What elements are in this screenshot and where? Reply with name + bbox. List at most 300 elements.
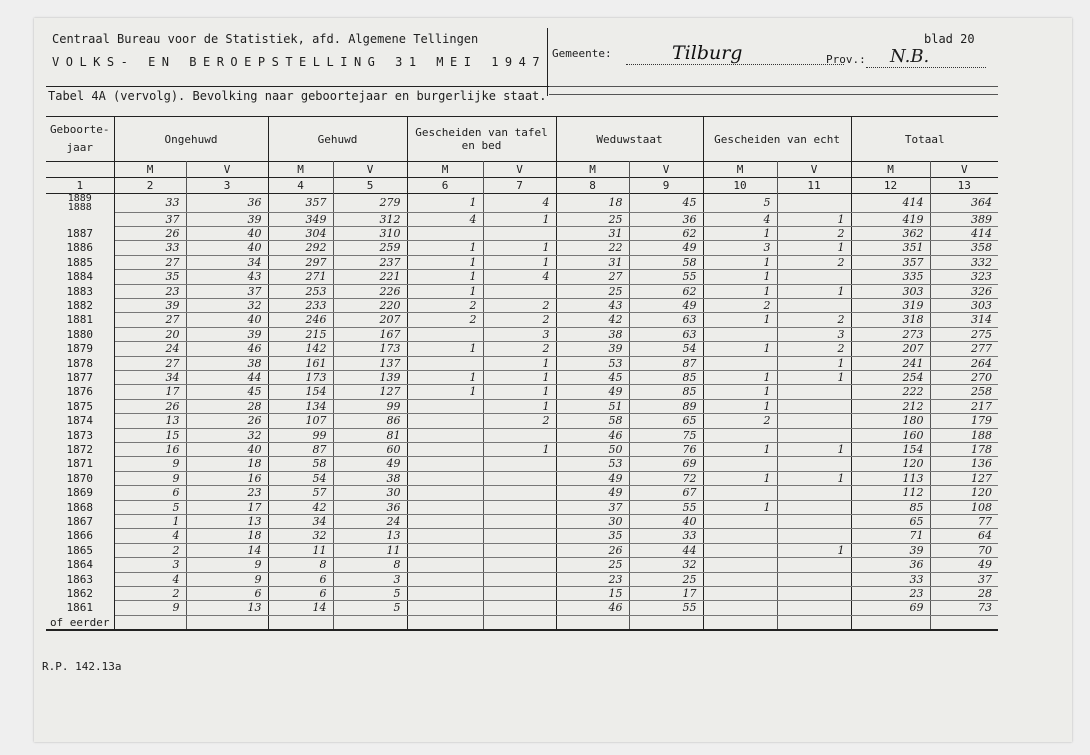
value-cell: 312 — [333, 212, 407, 226]
value-cell: 38 — [333, 471, 407, 485]
value-cell: 246 — [268, 313, 333, 327]
value-cell: 323 — [930, 270, 998, 284]
year-cell: 1877 — [46, 370, 114, 384]
value-cell: 137 — [333, 356, 407, 370]
page-number: blad 20 — [924, 32, 975, 46]
value-cell: 1 — [703, 399, 777, 413]
colnum: 4 — [268, 178, 333, 194]
value-cell: 6 — [114, 486, 186, 500]
mv-m: M — [851, 162, 930, 178]
group-header-row — [46, 117, 998, 162]
value-cell: 215 — [268, 327, 333, 341]
value-cell: 173 — [268, 370, 333, 384]
value-cell: 1 — [483, 356, 556, 370]
value-cell: 1 — [777, 370, 851, 384]
value-cell: 112 — [851, 486, 930, 500]
group-gescheiden-tafel: Gescheiden van tafel en bed — [407, 117, 556, 162]
value-cell: 120 — [851, 457, 930, 471]
value-cell: 28 — [186, 399, 268, 413]
value-cell: 99 — [268, 428, 333, 442]
value-cell: 39 — [186, 327, 268, 341]
value-cell: 89 — [629, 399, 703, 413]
value-cell: 326 — [930, 284, 998, 298]
value-cell: 22 — [556, 241, 629, 255]
value-cell: 15 — [556, 587, 629, 601]
value-cell: 1 — [114, 515, 186, 529]
value-cell: 2 — [777, 226, 851, 240]
value-cell: 207 — [851, 342, 930, 356]
year-cell: 1868 — [46, 500, 114, 514]
value-cell — [483, 284, 556, 298]
value-cell — [703, 457, 777, 471]
value-cell: 31 — [556, 226, 629, 240]
value-cell — [703, 543, 777, 557]
value-cell: 167 — [333, 327, 407, 341]
value-cell: 253 — [268, 284, 333, 298]
value-cell — [483, 515, 556, 529]
value-cell — [777, 515, 851, 529]
value-cell: 27 — [114, 255, 186, 269]
value-cell: 212 — [851, 399, 930, 413]
year-cell: 1869 — [46, 486, 114, 500]
value-cell — [777, 587, 851, 601]
value-cell — [483, 572, 556, 586]
year-cell: 1879 — [46, 342, 114, 356]
year-cell: 1882 — [46, 298, 114, 312]
value-cell: 62 — [629, 284, 703, 298]
mv-m: M — [556, 162, 629, 178]
value-cell: 1 — [407, 194, 483, 213]
group-gehuwd: Gehuwd — [268, 117, 407, 162]
value-cell — [333, 615, 407, 630]
value-cell — [777, 601, 851, 615]
colnum: 1 — [46, 178, 114, 194]
value-cell: 1 — [407, 270, 483, 284]
value-cell — [777, 457, 851, 471]
value-cell: 279 — [333, 194, 407, 213]
value-cell: 9 — [114, 457, 186, 471]
value-cell: 1 — [703, 226, 777, 240]
year-cell: 1870 — [46, 471, 114, 485]
value-cell: 32 — [186, 428, 268, 442]
value-cell: 85 — [629, 385, 703, 399]
value-cell: 37 — [186, 284, 268, 298]
value-cell: 16 — [114, 443, 186, 457]
value-cell: 127 — [930, 471, 998, 485]
colnum: 11 — [777, 178, 851, 194]
value-cell: 69 — [629, 457, 703, 471]
value-cell: 37 — [930, 572, 998, 586]
value-cell: 54 — [268, 471, 333, 485]
colnum: 2 — [114, 178, 186, 194]
value-cell: 154 — [851, 443, 930, 457]
value-cell: 1 — [407, 241, 483, 255]
value-cell: 9 — [114, 601, 186, 615]
header-rule-right-2 — [549, 94, 998, 95]
value-cell: 6 — [268, 572, 333, 586]
value-cell: 273 — [851, 327, 930, 341]
value-cell: 4 — [703, 212, 777, 226]
year-cell: 1862 — [46, 587, 114, 601]
value-cell — [777, 486, 851, 500]
header-rule-right — [549, 86, 998, 87]
table-row — [46, 298, 998, 312]
value-cell: 127 — [333, 385, 407, 399]
value-cell — [703, 529, 777, 543]
value-cell: 49 — [333, 457, 407, 471]
value-cell: 39 — [186, 212, 268, 226]
table-row — [46, 226, 998, 240]
value-cell: 60 — [333, 443, 407, 457]
table-row — [46, 558, 998, 572]
value-cell: 71 — [851, 529, 930, 543]
value-cell: 17 — [629, 587, 703, 601]
value-cell — [483, 471, 556, 485]
value-cell: 362 — [851, 226, 930, 240]
table-row — [46, 370, 998, 384]
value-cell: 86 — [333, 414, 407, 428]
value-cell: 27 — [556, 270, 629, 284]
table-row — [46, 212, 998, 226]
mv-row — [46, 162, 998, 178]
value-cell: 310 — [333, 226, 407, 240]
value-cell — [407, 587, 483, 601]
value-cell — [407, 443, 483, 457]
value-cell: 332 — [930, 255, 998, 269]
value-cell: 2 — [777, 255, 851, 269]
value-cell: 9 — [186, 572, 268, 586]
table-row — [46, 270, 998, 284]
value-cell: 179 — [930, 414, 998, 428]
table-row — [46, 414, 998, 428]
value-cell: 233 — [268, 298, 333, 312]
value-cell: 45 — [556, 370, 629, 384]
value-cell: 3 — [114, 558, 186, 572]
year-cell: 1883 — [46, 284, 114, 298]
value-cell: 35 — [114, 270, 186, 284]
table-row — [46, 284, 998, 298]
value-cell: 11 — [333, 543, 407, 557]
value-cell — [703, 615, 777, 630]
value-cell: 81 — [333, 428, 407, 442]
value-cell: 1 — [703, 385, 777, 399]
value-cell: 292 — [268, 241, 333, 255]
value-cell: 34 — [114, 370, 186, 384]
value-cell: 1 — [703, 255, 777, 269]
value-cell: 33 — [629, 529, 703, 543]
value-cell: 44 — [186, 370, 268, 384]
value-cell: 11 — [268, 543, 333, 557]
value-cell: 70 — [930, 543, 998, 557]
value-cell: 65 — [851, 515, 930, 529]
value-cell: 207 — [333, 313, 407, 327]
value-cell: 13 — [114, 414, 186, 428]
value-cell: 419 — [851, 212, 930, 226]
value-cell: 34 — [268, 515, 333, 529]
value-cell: 2 — [407, 298, 483, 312]
colnum: 9 — [629, 178, 703, 194]
value-cell: 85 — [629, 370, 703, 384]
value-cell: 37 — [556, 500, 629, 514]
value-cell: 3 — [483, 327, 556, 341]
value-cell: 32 — [629, 558, 703, 572]
value-cell — [777, 558, 851, 572]
value-cell: 43 — [186, 270, 268, 284]
value-cell — [407, 558, 483, 572]
value-cell: 5 — [333, 601, 407, 615]
title-rule — [46, 86, 596, 87]
year-cell: 1866 — [46, 529, 114, 543]
geboortejaar-header — [46, 117, 114, 162]
value-cell — [777, 572, 851, 586]
value-cell — [407, 601, 483, 615]
value-cell: 63 — [629, 327, 703, 341]
value-cell: 4 — [407, 212, 483, 226]
value-cell: 75 — [629, 428, 703, 442]
value-cell: 1 — [703, 313, 777, 327]
value-cell: 35 — [556, 529, 629, 543]
value-cell: 23 — [556, 572, 629, 586]
value-cell: 39 — [556, 342, 629, 356]
value-cell: 65 — [629, 414, 703, 428]
value-cell: 23 — [114, 284, 186, 298]
value-cell: 1 — [703, 500, 777, 514]
value-cell: 42 — [268, 500, 333, 514]
value-cell: 180 — [851, 414, 930, 428]
value-cell — [777, 529, 851, 543]
value-cell: 32 — [268, 529, 333, 543]
value-cell: 1 — [777, 471, 851, 485]
value-cell: 36 — [333, 500, 407, 514]
value-cell: 3 — [703, 241, 777, 255]
value-cell: 43 — [556, 298, 629, 312]
year-cell: 1874 — [46, 414, 114, 428]
value-cell — [777, 615, 851, 630]
value-cell: 154 — [268, 385, 333, 399]
value-cell: 18 — [556, 194, 629, 213]
value-cell: 33 — [114, 241, 186, 255]
value-cell — [777, 500, 851, 514]
value-cell: 4 — [483, 270, 556, 284]
value-cell: 1 — [777, 241, 851, 255]
value-cell: 318 — [851, 313, 930, 327]
value-cell: 264 — [930, 356, 998, 370]
value-cell: 45 — [186, 385, 268, 399]
table-row — [46, 313, 998, 327]
year-cell: 1861 — [46, 601, 114, 615]
value-cell — [777, 399, 851, 413]
value-cell: 303 — [930, 298, 998, 312]
table-row — [46, 486, 998, 500]
colnum: 5 — [333, 178, 407, 194]
value-cell: 1 — [407, 255, 483, 269]
value-cell: 1 — [407, 385, 483, 399]
value-cell: 14 — [186, 543, 268, 557]
value-cell — [851, 615, 930, 630]
value-cell: 2 — [483, 414, 556, 428]
table-row — [46, 471, 998, 485]
table-row — [46, 601, 998, 615]
header-left — [52, 32, 546, 69]
value-cell: 15 — [114, 428, 186, 442]
value-cell: 6 — [268, 587, 333, 601]
value-cell — [703, 327, 777, 341]
value-cell — [407, 226, 483, 240]
value-cell: 173 — [333, 342, 407, 356]
value-cell: 161 — [268, 356, 333, 370]
table-row — [46, 457, 998, 471]
mv-v: V — [333, 162, 407, 178]
value-cell — [114, 615, 186, 630]
value-cell — [407, 457, 483, 471]
value-cell: 25 — [629, 572, 703, 586]
value-cell: 2 — [483, 298, 556, 312]
value-cell: 2 — [114, 543, 186, 557]
value-cell: 349 — [268, 212, 333, 226]
year-cell: 1875 — [46, 399, 114, 413]
value-cell: 23 — [851, 587, 930, 601]
value-cell: 44 — [629, 543, 703, 557]
value-cell: 49 — [930, 558, 998, 572]
value-cell: 2 — [483, 342, 556, 356]
value-cell: 1 — [703, 471, 777, 485]
mv-blank — [46, 162, 114, 178]
year-cell: 1864 — [46, 558, 114, 572]
mv-m: M — [114, 162, 186, 178]
year-cell: 1865 — [46, 543, 114, 557]
value-cell: 1 — [407, 342, 483, 356]
value-cell: 57 — [268, 486, 333, 500]
value-cell: 28 — [930, 587, 998, 601]
value-cell: 32 — [186, 298, 268, 312]
table-row — [46, 543, 998, 557]
value-cell: 237 — [333, 255, 407, 269]
value-cell: 1 — [483, 399, 556, 413]
table-row — [46, 399, 998, 413]
colnum-row — [46, 178, 998, 194]
value-cell: 40 — [629, 515, 703, 529]
value-cell: 55 — [629, 270, 703, 284]
value-cell — [407, 515, 483, 529]
value-cell: 9 — [186, 558, 268, 572]
value-cell — [703, 572, 777, 586]
value-cell — [483, 226, 556, 240]
value-cell: 314 — [930, 313, 998, 327]
value-cell: 69 — [851, 601, 930, 615]
value-cell: 139 — [333, 370, 407, 384]
year-cell: 1871 — [46, 457, 114, 471]
value-cell: 18 — [186, 529, 268, 543]
value-cell: 1 — [703, 270, 777, 284]
value-cell: 49 — [556, 385, 629, 399]
value-cell: 335 — [851, 270, 930, 284]
value-cell: 76 — [629, 443, 703, 457]
value-cell: 24 — [333, 515, 407, 529]
gemeente-value: Tilburg — [672, 42, 743, 64]
value-cell: 1 — [407, 370, 483, 384]
value-cell: 25 — [556, 284, 629, 298]
group-totaal: Totaal — [904, 132, 945, 146]
table-row — [46, 515, 998, 529]
value-cell: 40 — [186, 226, 268, 240]
year-cell: 1880 — [46, 327, 114, 341]
value-cell — [407, 572, 483, 586]
value-cell: 8 — [268, 558, 333, 572]
year-cell: 1885 — [46, 255, 114, 269]
value-cell: 107 — [268, 414, 333, 428]
value-cell: 1 — [483, 370, 556, 384]
table-row — [46, 529, 998, 543]
value-cell: 51 — [556, 399, 629, 413]
value-cell: 37 — [114, 212, 186, 226]
value-cell: 26 — [556, 543, 629, 557]
population-table — [46, 116, 998, 631]
value-cell: 1 — [703, 284, 777, 298]
mv-v: V — [186, 162, 268, 178]
value-cell: 1 — [703, 342, 777, 356]
value-cell: 351 — [851, 241, 930, 255]
value-cell: 40 — [186, 313, 268, 327]
value-cell: 271 — [268, 270, 333, 284]
value-cell: 5 — [114, 500, 186, 514]
table-row — [46, 194, 998, 213]
value-cell: 1 — [777, 284, 851, 298]
value-cell — [483, 486, 556, 500]
value-cell: 49 — [556, 471, 629, 485]
group-ongehuwd: Ongehuwd — [114, 117, 268, 162]
gemeente-line — [626, 64, 844, 65]
year-cell: 1884 — [46, 270, 114, 284]
value-cell: 221 — [333, 270, 407, 284]
value-cell: 4 — [114, 529, 186, 543]
value-cell: 1 — [777, 356, 851, 370]
value-cell: 39 — [851, 543, 930, 557]
value-cell: 17 — [186, 500, 268, 514]
value-cell: 36 — [851, 558, 930, 572]
table-row — [46, 587, 998, 601]
value-cell — [629, 615, 703, 630]
mv-m: M — [703, 162, 777, 178]
value-cell: 46 — [186, 342, 268, 356]
value-cell: 53 — [556, 356, 629, 370]
prov-label: Prov.: — [826, 53, 866, 66]
colnum: 7 — [483, 178, 556, 194]
value-cell: 33 — [851, 572, 930, 586]
value-cell: 53 — [556, 457, 629, 471]
value-cell: 217 — [930, 399, 998, 413]
year-cell: 1863 — [46, 572, 114, 586]
value-cell: 55 — [629, 601, 703, 615]
value-cell: 30 — [333, 486, 407, 500]
value-cell: 55 — [629, 500, 703, 514]
value-cell — [407, 529, 483, 543]
value-cell: 134 — [268, 399, 333, 413]
mv-m: M — [407, 162, 483, 178]
value-cell: 17 — [114, 385, 186, 399]
value-cell: 2 — [114, 587, 186, 601]
year-cell: 1887 — [46, 226, 114, 240]
table-row — [46, 241, 998, 255]
value-cell: 39 — [114, 298, 186, 312]
table-row — [46, 572, 998, 586]
value-cell: 277 — [930, 342, 998, 356]
value-cell: 16 — [186, 471, 268, 485]
table-row — [46, 255, 998, 269]
value-cell: 13 — [186, 601, 268, 615]
value-cell: 72 — [629, 471, 703, 485]
value-cell — [407, 356, 483, 370]
value-cell: 5 — [333, 587, 407, 601]
